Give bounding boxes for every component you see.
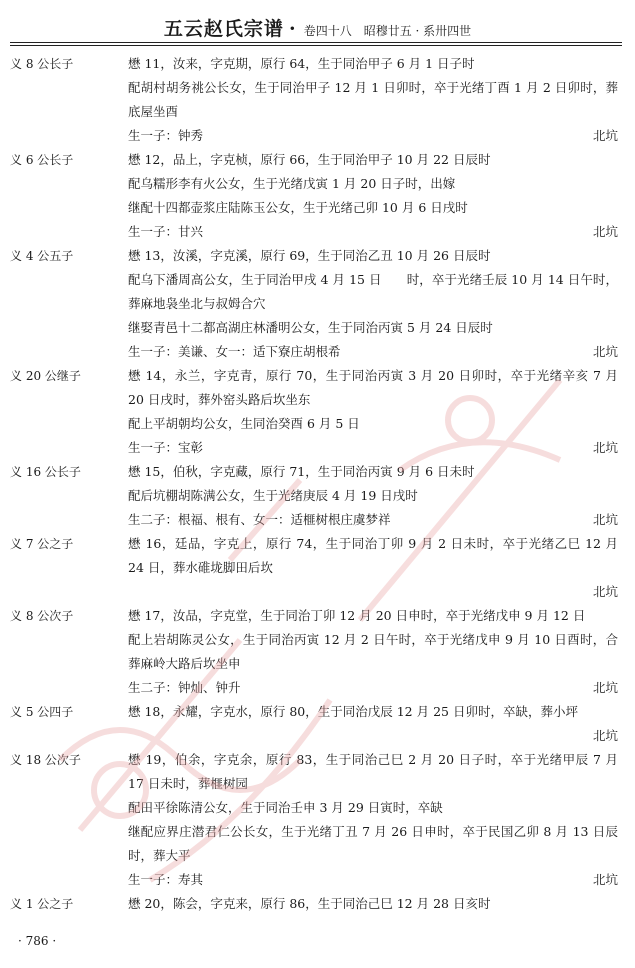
- entry-children-line: [128, 436, 618, 460]
- genealogy-entry: [10, 460, 622, 532]
- genealogy-entry: [10, 52, 622, 148]
- entry-spouse-line: 配上岩胡陈灵公女，生于同治丙寅 12 月 2 日午时，卒于光绪戊申 9 月 10 日酉时，合葬麻岭大路后坎坐申: [128, 632, 618, 671]
- entry-location: 北坑: [592, 584, 618, 599]
- entry-spouse-line: 继娶青邑十二都高湖庄林潘明公女，生于同治丙寅 5 月 24 日辰时: [128, 320, 493, 335]
- entry-children: 生一子：钟秀: [128, 128, 204, 143]
- volume-subtitle: 卷四十八 昭穆廿五 · 系卅四世: [303, 24, 472, 38]
- entry-location: 北坑: [592, 728, 618, 743]
- entry-children-line: [128, 340, 618, 364]
- entry-children-line: [128, 868, 618, 892]
- entry-location: 北坑: [592, 440, 618, 455]
- genealogy-entry: [10, 748, 622, 892]
- entry-body: [128, 700, 618, 748]
- entry-spouse-line: 配胡村胡务祧公长女，生于同治甲子 12 月 1 日卯时，卒于光绪丁酉 1 月 2 日卯时，葬底屋坐酉: [128, 80, 618, 119]
- entry-relation: 义 18 公次子: [10, 753, 81, 767]
- entry-children-line: [128, 124, 618, 148]
- entry-location: 北坑: [592, 224, 618, 239]
- entry-relation: 义 8 公次子: [10, 609, 74, 623]
- entry-person-line: 懋 12，品上，字克桢，原行 66，生于同治甲子 10 月 22 日辰时: [128, 152, 491, 167]
- entry-location: 北坑: [592, 872, 618, 887]
- entry-location: 北坑: [592, 512, 618, 527]
- entry-spouse-line: 配乌下潘周高公女，生于同治甲戌 4 月 15 日 时，卒于光绪壬辰 10 月 14 日午时，葬麻地袅坐北与叔姆合穴: [128, 272, 618, 311]
- entry-children-line: [128, 724, 618, 748]
- entry-location: 北坑: [592, 680, 618, 695]
- entry-children: 生二子：根福、根有、女一：适榧树根庄虞梦祥: [128, 512, 391, 527]
- entry-children: 生一子：甘兴: [128, 224, 204, 239]
- entry-spouse-line: 配后坑棚胡陈满公女，生于光绪庚辰 4 月 19 日戌时: [128, 488, 418, 503]
- entry-children: 生一子：宝彰: [128, 440, 204, 455]
- entry-location: 北坑: [592, 128, 618, 143]
- entry-body: [128, 52, 618, 148]
- entry-children: 生一子：寿其: [128, 872, 204, 887]
- entry-children: 生二子：钟灿、钟升: [128, 680, 241, 695]
- entry-body: [128, 892, 618, 916]
- entry-children: 生一子：美谦、女一：适下寮庄胡根希: [128, 344, 341, 359]
- entry-person-line: 懋 15，伯秋，字克藏，原行 71，生于同治丙寅 9 月 6 日未时: [128, 464, 475, 479]
- page-number: · 786 ·: [18, 934, 57, 948]
- entry-spouse-line: 配田平徐陈清公女，生于同治壬申 3 月 29 日寅时，卒缺: [128, 800, 443, 815]
- title-dot: ·: [288, 18, 297, 40]
- entry-location: 北坑: [592, 344, 618, 359]
- genealogy-entry: [10, 892, 622, 916]
- entry-relation: 义 5 公四子: [10, 705, 74, 719]
- entry-relation: 义 20 公继子: [10, 369, 81, 383]
- entry-body: [128, 364, 618, 460]
- entry-body: [128, 532, 618, 604]
- entry-body: [128, 460, 618, 532]
- entry-children-line: [128, 580, 618, 604]
- entry-person-line: 懋 11，汝来，字克期，原行 64，生于同治甲子 6 月 1 日子时: [128, 56, 475, 71]
- genealogy-entry: [10, 148, 622, 244]
- entry-spouse-line: 继配应界庄潜君仁公长女，生于光绪丁丑 7 月 26 日申时，卒于民国乙卯 8 月 13 日辰时，葬大平: [128, 824, 618, 863]
- entries-list: [10, 52, 622, 916]
- entry-children-line: [128, 676, 618, 700]
- entry-person-line: 懋 14，永兰，字克青，原行 70，生于同治丙寅 3 月 20 日卯时，卒于光绪辛亥 7 月 20 日戌时，葬外窑头路后坎坐东: [128, 368, 618, 407]
- entry-children-line: [128, 508, 618, 532]
- header-rule-bottom: [10, 45, 622, 46]
- header-rule-top: [10, 42, 622, 43]
- entry-spouse-line: 配上平胡朝均公女，生同治癸酉 6 月 5 日: [128, 416, 360, 431]
- entry-body: [128, 604, 618, 700]
- entry-children-line: [128, 220, 618, 244]
- entry-person-line: 懋 13，汝溪，字克溪，原行 69，生于同治乙丑 10 月 26 日辰时: [128, 248, 491, 263]
- entry-relation: 义 4 公五子: [10, 249, 74, 263]
- entry-body: [128, 148, 618, 244]
- genealogy-entry: [10, 532, 622, 604]
- entry-relation: 义 1 公之子: [10, 897, 74, 911]
- entry-body: [128, 244, 618, 364]
- entry-relation: 义 7 公之子: [10, 537, 74, 551]
- entry-spouse-line: 配乌糯形李有火公女，生于光绪戊寅 1 月 20 日子时，出嫁: [128, 176, 456, 191]
- entry-body: [128, 748, 618, 892]
- entry-relation: 义 16 公长子: [10, 465, 81, 479]
- genealogy-entry: [10, 700, 622, 748]
- entry-spouse-line: 继配十四都壶浆庄陆陈玉公女，生于光绪己卯 10 月 6 日戌时: [128, 200, 468, 215]
- genealogy-entry: [10, 244, 622, 364]
- entry-person-line: 懋 19，伯余，字克余，原行 83，生于同治己巳 2 月 20 日子时，卒于光绪甲辰 7 月 17 日未时，葬榧树园: [128, 752, 618, 791]
- entry-relation: 义 6 公长子: [10, 153, 74, 167]
- entry-person-line: 懋 18，永耀，字克水，原行 80，生于同治戊辰 12 月 25 日卯时，卒缺，葬小坪: [128, 704, 578, 719]
- genealogy-entry: [10, 604, 622, 700]
- genealogy-entry: [10, 364, 622, 460]
- entry-relation: 义 8 公长子: [10, 57, 74, 71]
- entry-person-line: 懋 17，汝品，字克堂，生于同治丁卯 12 月 20 日申时，卒于光绪戊申 9 月 12 日: [128, 608, 586, 623]
- entry-person-line: 懋 20，陈会，字克来，原行 86，生于同治己巳 12 月 28 日亥时: [128, 896, 491, 911]
- book-title: 五云赵氏宗谱: [163, 18, 284, 40]
- entry-person-line: 懋 16，廷品，字克上，原行 74，生于同治丁卯 9 月 2 日未时，卒于光绪乙巳 12 月 24 日，葬水碓垅脚田后坎: [128, 536, 618, 575]
- page-header: [0, 14, 635, 41]
